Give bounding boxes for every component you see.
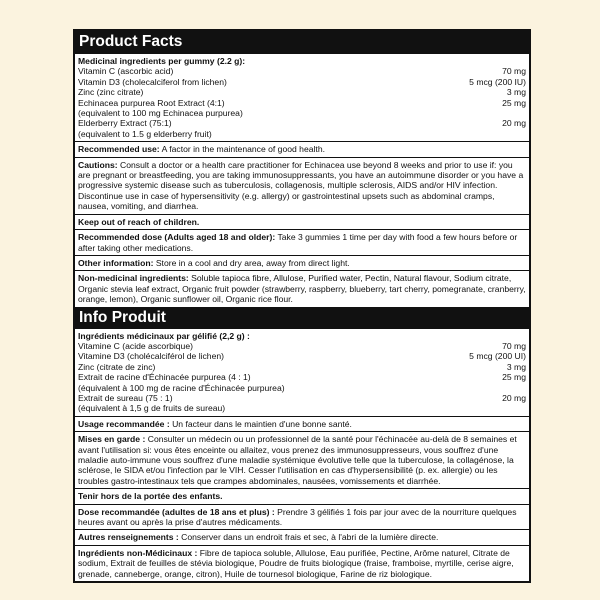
french-nonmed-text: Fibre de tapioca soluble, Allulose, Eau purifiée, Pectine, Arôme naturel, Citrate de sodium, Extrait de feuilles de stévia biologique, Poudre de fruits biologique (fraise, framboise, myrtille, cerise aigre, grenade, canneberge, orange, citron), Huile de tournesol biologique, Farine de riz biologique. <box>78 547 514 579</box>
french-medicinal-heading: Ingrédients médicinaux par gélifié (2,2 g) : <box>78 330 250 341</box>
ingredient-row <box>78 118 526 128</box>
french-nonmedicinal <box>75 545 529 581</box>
ingredient-name: Zinc (zinc citrate) <box>78 87 144 98</box>
french-recommended-use-label: Usage recommandée : <box>78 418 170 429</box>
ingredient-row <box>78 108 526 118</box>
english-dose <box>75 229 529 255</box>
ingredient-amount: 3 mg <box>506 87 526 98</box>
ingredient-name: Vitamin D3 (cholecalciferol from lichen) <box>78 76 227 87</box>
french-other-label: Autres renseignements : <box>78 532 179 543</box>
english-nonmed-text: Soluble tapioca fibre, Allulose, Purified water, Pectin, Natural flavour, Sodium citrate, Organic stevia leaf extract, Organic fruit powder (strawberry, raspberry, blueberry, tart cherry, pomegranate, cranberry, orange, lemon), Organic sunflower oil, Organic rice flour. <box>78 273 526 305</box>
english-medicinal-section <box>75 53 529 141</box>
ingredient-row <box>78 77 526 87</box>
ingredient-name: Extrait de racine d'Échinacée purpurea (4 : 1) <box>78 372 251 383</box>
ingredient-name: Vitamine C (acide ascorbique) <box>78 340 193 351</box>
ingredient-name: (equivalent to 100 mg Echinacea purpurea) <box>78 108 243 119</box>
french-nonmed-label: Ingrédients non-Médicinaux : <box>78 547 198 558</box>
french-other-text: Conserver dans un endroit frais et sec, à l'abri de la lumière directe. <box>181 532 439 543</box>
french-title: Info Produit <box>75 307 529 329</box>
ingredient-amount: 20 mg <box>502 392 526 403</box>
ingredient-name: (equivalent to 1.5 g elderberry fruit) <box>78 128 212 139</box>
ingredient-name: Vitamin C (ascorbic acid) <box>78 66 174 77</box>
french-keep-out: Tenir hors de la portée des enfants. <box>75 488 529 503</box>
french-dose <box>75 504 529 530</box>
ingredient-row <box>78 403 526 413</box>
ingredient-amount: 25 mg <box>502 97 526 108</box>
ingredient-row <box>78 383 526 393</box>
ingredient-name: Vitamine D3 (cholécalciférol de lichen) <box>78 351 225 362</box>
french-ingredient-list <box>78 341 526 414</box>
english-other-info <box>75 255 529 270</box>
english-cautions-label: Cautions: <box>78 159 118 170</box>
ingredient-name: Zinc (citrate de zinc) <box>78 361 156 372</box>
ingredient-amount: 5 mcg (200 IU) <box>469 76 526 87</box>
english-cautions-text: Consult a doctor or a health care practitioner for Echinacea use beyond 8 weeks and prior to use if: you are pregnant or breastfeeding, you are taking immunosuppressants, you have an autoimmune disorder or you have a progressive systemic disease such as tuberculosis, collagenosis, multiple sclerosis, AIDS and/or HIV infection. Discontinue use in case of hypersensitivity (e.g. allergy) or gastrointestinal upsets such as abdominal cramps, nausea, vomiting, and diarrhea. <box>78 159 524 212</box>
english-recommended-use-label: Recommended use: <box>78 144 160 155</box>
french-cautions-label: Mises en garde : <box>78 434 146 445</box>
french-dose-label: Dose recommandée (adultes de 18 ans et plus) : <box>78 506 275 517</box>
ingredient-row <box>78 66 526 76</box>
english-recommended-use-text: A factor in the maintenance of good health. <box>161 144 325 155</box>
ingredient-name: Elderberry Extract (75:1) <box>78 118 172 129</box>
ingredient-name: Echinacea purpurea Root Extract (4:1) <box>78 97 225 108</box>
ingredient-name: Extrait de sureau (75 : 1) <box>78 392 173 403</box>
french-medicinal-section <box>75 329 529 416</box>
ingredient-row <box>78 87 526 97</box>
ingredient-amount: 70 mg <box>502 340 526 351</box>
ingredient-amount: 3 mg <box>506 361 526 372</box>
french-cautions <box>75 431 529 488</box>
ingredient-row <box>78 341 526 351</box>
french-dose-text: Prendre 3 gélifiés 1 fois par jour avec de la nourriture quelques heures avant ou après la prise d'autres médicaments. <box>78 506 517 528</box>
ingredient-amount: 20 mg <box>502 118 526 129</box>
french-recommended-use-text: Un facteur dans le maintien d'une bonne santé. <box>172 418 352 429</box>
ingredient-name: (équivalent à 100 mg de racine d'Échinacée purpurea) <box>78 382 285 393</box>
ingredient-name: (équivalent à 1,5 g de fruits de sureau) <box>78 403 226 414</box>
english-keep-out: Keep out of reach of children. <box>75 214 529 229</box>
french-cautions-text: Consulter un médecin ou un professionnel de la santé pour l'échinacée au-delà de 8 semaines et avant l'utilisation si: vous êtes enceinte ou allaitez, vous prenez des immunosuppresseurs, vous souffrez d'une maladie auto-immune vous souffrez d'une maladie systémique évolutive telle que la tuberculose, la collagénose, la sclérose, le SIDA et/ou l'infection par le VIH. Cesser l'utilisation en cas d'hypersensibilité (p. ex. allergie) ou les troubles gastro-intestinaux tels que crampes abdominales, nausées, vomissements et diarrhée. <box>78 434 517 486</box>
ingredient-row <box>78 372 526 382</box>
ingredient-row <box>78 362 526 372</box>
english-other-label: Other information: <box>78 257 154 268</box>
english-recommended-use <box>75 141 529 156</box>
english-ingredient-list <box>78 66 526 139</box>
ingredient-amount: 5 mcg (200 UI) <box>469 351 526 362</box>
ingredient-amount: 70 mg <box>502 66 526 77</box>
english-dose-text: Take 3 gummies 1 time per day with food a few hours before or after taking other medications. <box>78 232 518 253</box>
product-facts-panel <box>73 29 531 583</box>
english-nonmedicinal <box>75 270 529 306</box>
ingredient-row <box>78 351 526 361</box>
french-other-info <box>75 529 529 544</box>
english-dose-label: Recommended dose (Adults aged 18 and older): <box>78 232 276 243</box>
english-nonmed-label: Non-medicinal ingredients: <box>78 273 189 284</box>
english-title: Product Facts <box>75 31 529 53</box>
english-other-text: Store in a cool and dry area, away from direct light. <box>155 257 350 268</box>
ingredient-row <box>78 393 526 403</box>
ingredient-row <box>78 98 526 108</box>
english-cautions <box>75 157 529 214</box>
english-medicinal-heading: Medicinal ingredients per gummy (2.2 g): <box>78 56 246 66</box>
ingredient-row <box>78 129 526 139</box>
french-recommended-use <box>75 416 529 431</box>
ingredient-amount: 25 mg <box>502 372 526 383</box>
